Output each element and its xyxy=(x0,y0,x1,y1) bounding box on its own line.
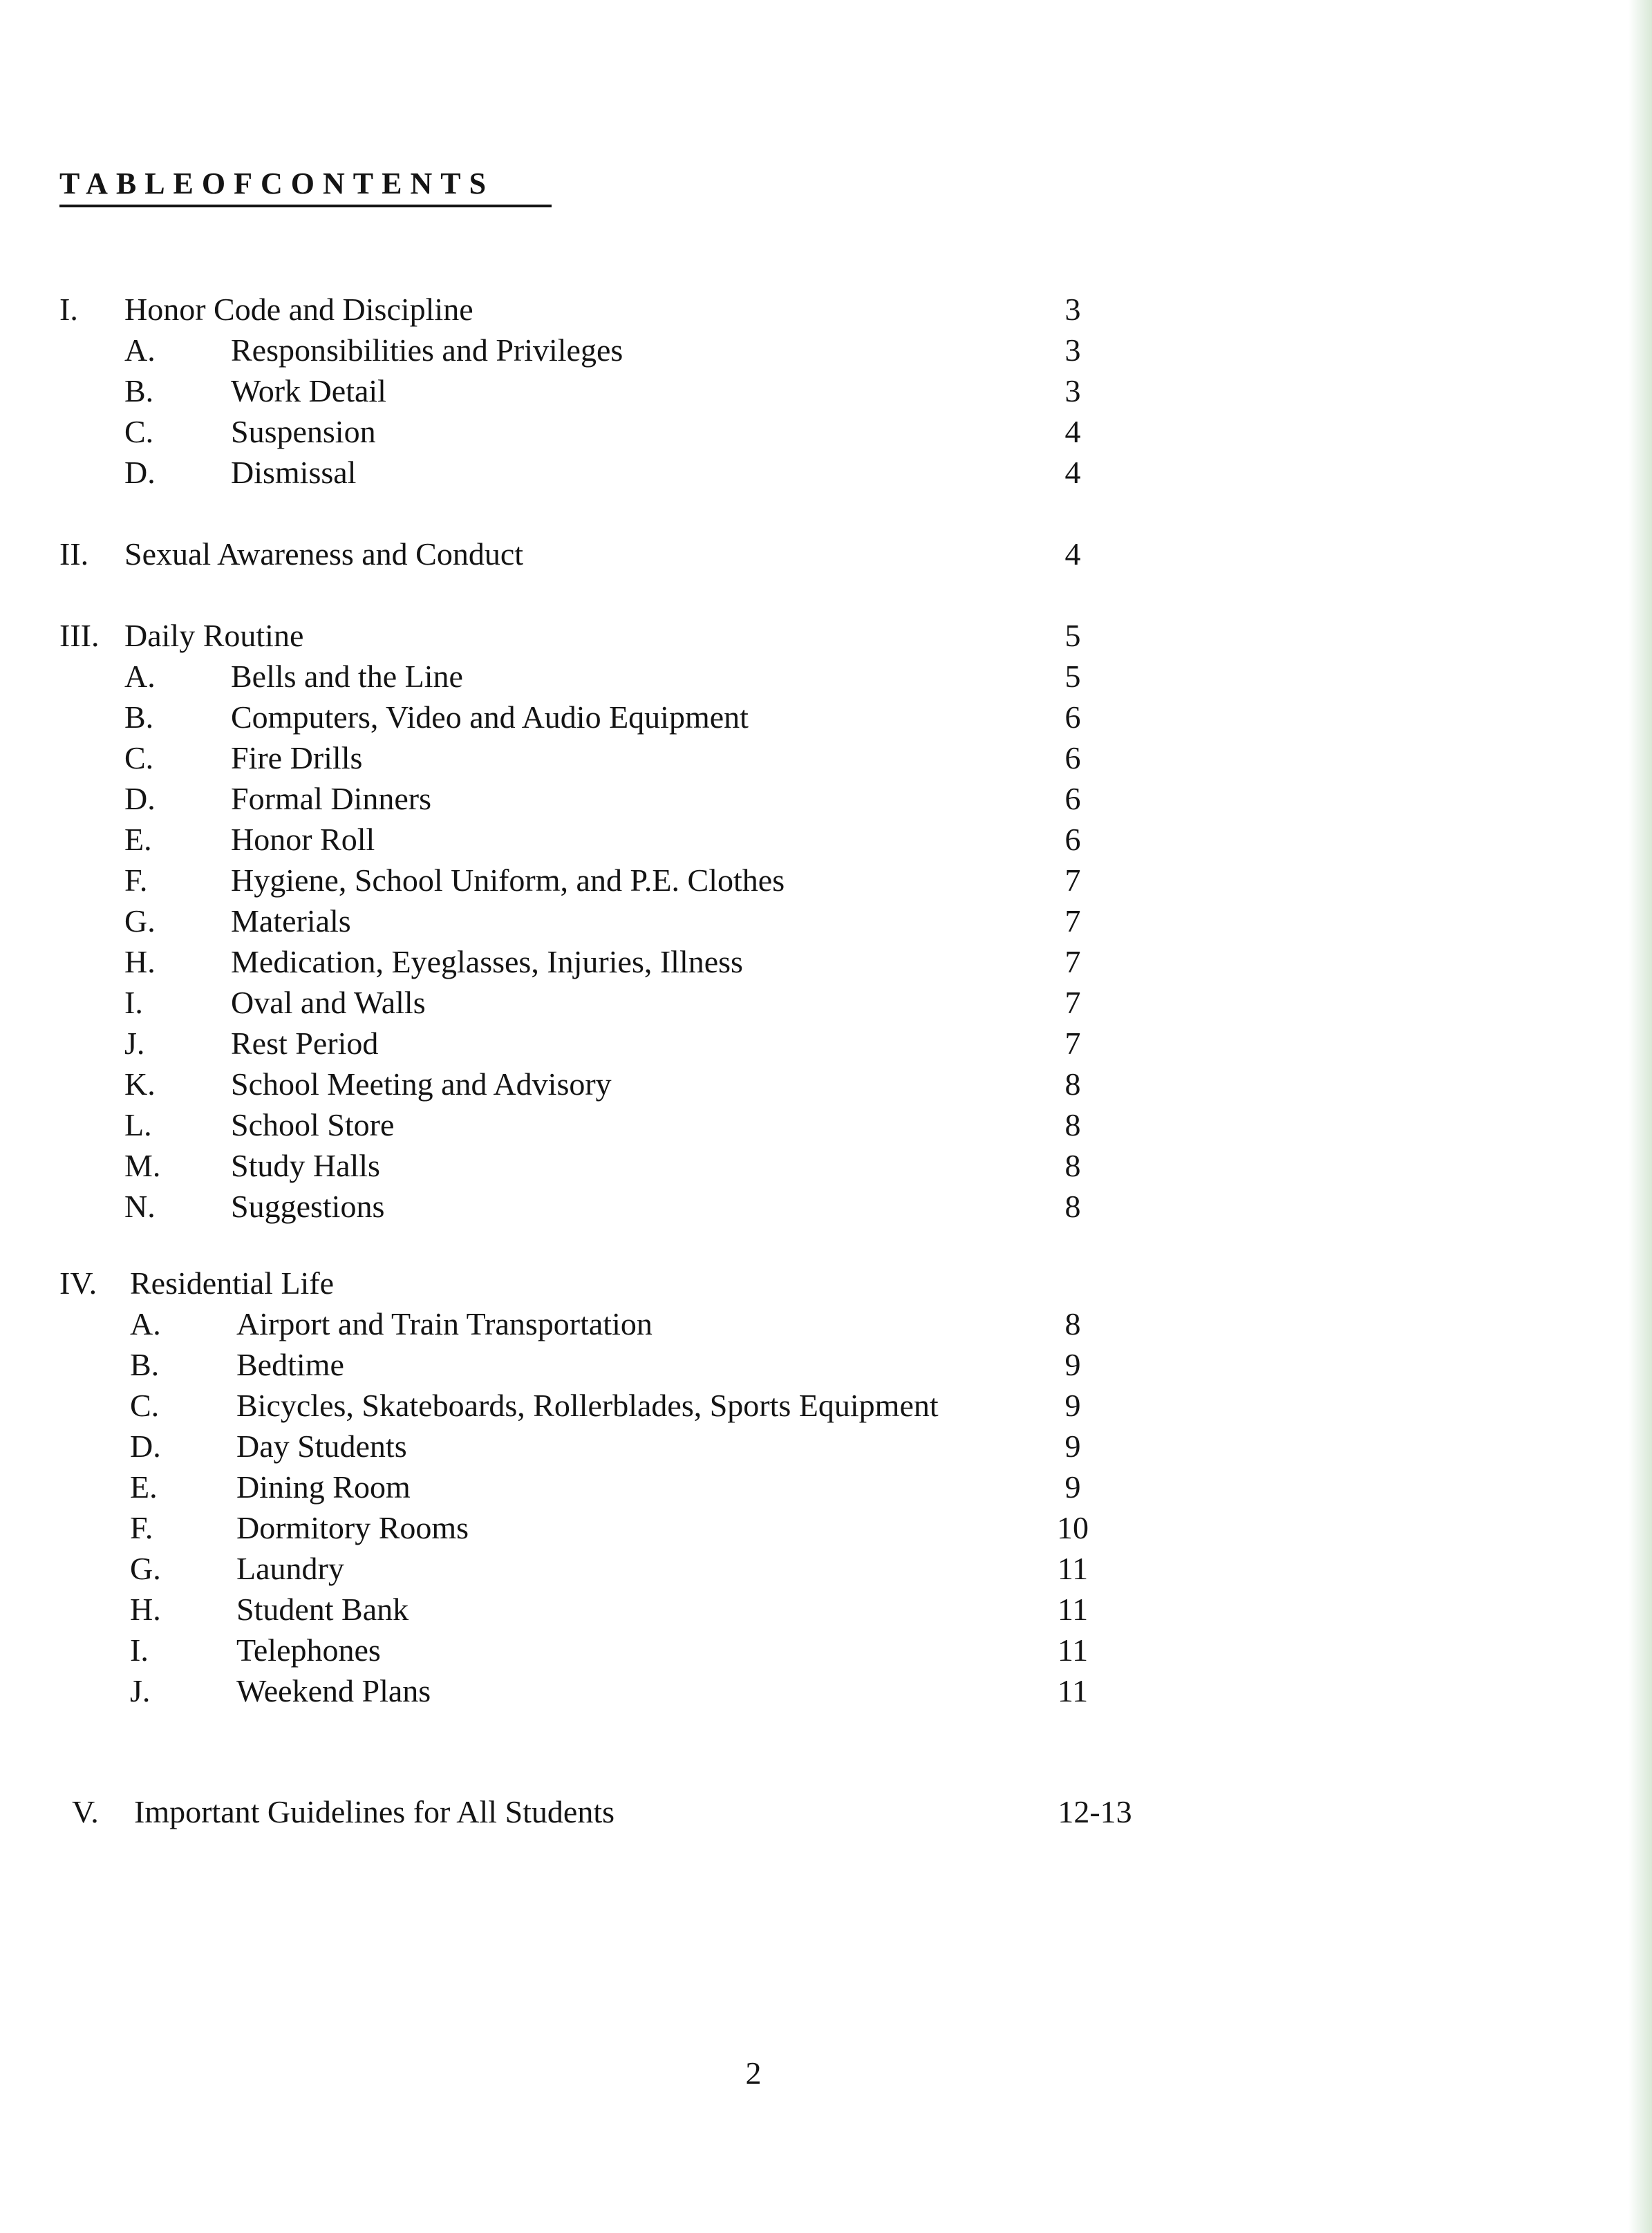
page-ref: 8 xyxy=(1064,1189,1081,1224)
page-ref: 3 xyxy=(1064,292,1081,327)
item-title: Dining Room xyxy=(236,1469,411,1505)
page-ref: 5 xyxy=(1064,659,1081,694)
item-title: School Meeting and Advisory xyxy=(231,1066,612,1102)
item-title: Medication, Eyeglasses, Injuries, Illness xyxy=(231,944,743,979)
page-ref: 12-13 xyxy=(1058,1794,1132,1829)
page-ref: 4 xyxy=(1064,414,1081,449)
page-ref: 11 xyxy=(1057,1673,1089,1708)
section-numeral: III. xyxy=(59,618,100,653)
toc-item xyxy=(0,1064,1382,1105)
item-letter: J. xyxy=(124,1026,145,1061)
page-ref: 9 xyxy=(1064,1469,1081,1505)
section-numeral: I. xyxy=(59,292,78,327)
item-letter: H. xyxy=(124,944,156,979)
page-ref: 4 xyxy=(1064,455,1081,490)
section-title: Honor Code and Discipline xyxy=(124,292,473,327)
item-title: Work Detail xyxy=(231,373,386,408)
toc-item xyxy=(0,697,1382,738)
section-title: Important Guidelines for All Students xyxy=(134,1794,615,1829)
item-letter: B. xyxy=(124,373,154,408)
item-title: Rest Period xyxy=(231,1026,379,1061)
section-title: Sexual Awareness and Conduct xyxy=(124,536,524,572)
item-title: Bells and the Line xyxy=(231,659,463,694)
item-letter: F. xyxy=(124,863,148,898)
item-letter: E. xyxy=(130,1469,158,1505)
toc-item xyxy=(0,860,1382,901)
toc-item xyxy=(0,411,1382,453)
toc-section-honor-code xyxy=(0,289,1382,330)
toc-item xyxy=(0,1104,1382,1146)
toc-item xyxy=(0,1670,1382,1712)
item-letter: M. xyxy=(124,1148,161,1183)
page-ref: 5 xyxy=(1064,618,1081,653)
toc-item xyxy=(0,1303,1382,1345)
page-ref: 6 xyxy=(1064,822,1081,857)
item-letter: A. xyxy=(124,332,156,368)
page-ref: 3 xyxy=(1064,332,1081,368)
item-title: Dormitory Rooms xyxy=(236,1510,469,1545)
item-letter: D. xyxy=(124,781,156,816)
toc-item xyxy=(0,1426,1382,1467)
item-letter: J. xyxy=(130,1673,151,1708)
item-title: Responsibilities and Privileges xyxy=(231,332,623,368)
toc-item xyxy=(0,901,1382,942)
item-letter: C. xyxy=(130,1388,160,1423)
toc-item xyxy=(0,737,1382,779)
toc-item xyxy=(0,1589,1382,1630)
page-ref: 8 xyxy=(1064,1306,1081,1341)
page-ref: 7 xyxy=(1064,903,1081,939)
item-letter: C. xyxy=(124,740,154,775)
item-title: Day Students xyxy=(236,1429,407,1464)
item-letter: D. xyxy=(124,455,156,490)
toc-item xyxy=(0,1145,1382,1187)
section-numeral: V. xyxy=(72,1794,99,1829)
item-letter: B. xyxy=(130,1347,160,1382)
section-title: Daily Routine xyxy=(124,618,304,653)
item-letter: A. xyxy=(130,1306,161,1341)
item-letter: H. xyxy=(130,1592,161,1627)
item-title: Honor Roll xyxy=(231,822,375,857)
toc-item xyxy=(0,1344,1382,1386)
item-letter: G. xyxy=(124,903,156,939)
toc-item xyxy=(0,982,1382,1024)
page-ref: 8 xyxy=(1064,1148,1081,1183)
page-ref: 6 xyxy=(1064,781,1081,816)
toc-item xyxy=(0,1467,1382,1508)
section-numeral: IV. xyxy=(59,1265,97,1301)
page-ref: 7 xyxy=(1064,1026,1081,1061)
item-letter: L. xyxy=(124,1107,152,1142)
item-title: Telephones xyxy=(236,1632,381,1668)
page-ref: 9 xyxy=(1064,1429,1081,1464)
item-title: Computers, Video and Audio Equipment xyxy=(231,699,749,735)
page-ref: 4 xyxy=(1064,536,1081,572)
toc-item xyxy=(0,452,1382,493)
item-title: Dismissal xyxy=(231,455,357,490)
scan-page-edge xyxy=(1628,0,1652,2233)
page-ref: 6 xyxy=(1064,740,1081,775)
toc-item xyxy=(0,1385,1382,1426)
toc-item xyxy=(0,941,1382,983)
item-title: Oval and Walls xyxy=(231,985,426,1020)
toc-item xyxy=(0,656,1382,697)
toc-item xyxy=(0,1507,1382,1549)
page-ref: 7 xyxy=(1064,985,1081,1020)
page-ref: 11 xyxy=(1057,1551,1089,1586)
item-title: Study Halls xyxy=(231,1148,380,1183)
page-ref: 7 xyxy=(1064,863,1081,898)
item-letter: B. xyxy=(124,699,154,735)
item-title: Suggestions xyxy=(231,1189,385,1224)
item-letter: E. xyxy=(124,822,152,857)
item-letter: K. xyxy=(124,1066,156,1102)
toc-item xyxy=(0,1023,1382,1064)
toc-section-sexual-awareness xyxy=(0,534,1382,575)
item-letter: I. xyxy=(124,985,143,1020)
page-ref: 6 xyxy=(1064,699,1081,735)
page-ref: 9 xyxy=(1064,1347,1081,1382)
toc-item xyxy=(0,370,1382,412)
toc-section-daily-routine xyxy=(0,615,1382,657)
page-ref: 9 xyxy=(1064,1388,1081,1423)
item-letter: G. xyxy=(130,1551,161,1586)
toc-item xyxy=(0,330,1382,371)
page-ref: 11 xyxy=(1057,1632,1089,1668)
item-letter: I. xyxy=(130,1632,149,1668)
page-ref: 3 xyxy=(1064,373,1081,408)
document-title: TABLEOFCONTENTS xyxy=(59,167,495,200)
item-title: School Store xyxy=(231,1107,395,1142)
toc-item xyxy=(0,1186,1382,1227)
page-ref: 10 xyxy=(1057,1510,1089,1545)
item-title: Formal Dinners xyxy=(231,781,432,816)
item-letter: A. xyxy=(124,659,156,694)
section-title: Residential Life xyxy=(130,1265,335,1301)
item-title: Fire Drills xyxy=(231,740,363,775)
item-letter: C. xyxy=(124,414,154,449)
item-title: Bedtime xyxy=(236,1347,344,1382)
title-underline xyxy=(59,205,552,207)
page-number: 2 xyxy=(745,2055,762,2091)
item-title: Airport and Train Transportation xyxy=(236,1306,653,1341)
toc-section-residential-life xyxy=(0,1263,1382,1304)
page-ref: 8 xyxy=(1064,1107,1081,1142)
item-letter: D. xyxy=(130,1429,161,1464)
section-numeral: II. xyxy=(59,536,89,572)
item-letter: F. xyxy=(130,1510,153,1545)
item-title: Weekend Plans xyxy=(236,1673,431,1708)
toc-item xyxy=(0,778,1382,820)
toc-section-important-guidelines xyxy=(0,1791,1382,1833)
item-letter: N. xyxy=(124,1189,156,1224)
item-title: Bicycles, Skateboards, Rollerblades, Sports Equipment xyxy=(236,1388,939,1423)
page-ref: 7 xyxy=(1064,944,1081,979)
page-ref: 8 xyxy=(1064,1066,1081,1102)
item-title: Student Bank xyxy=(236,1592,409,1627)
page-ref: 11 xyxy=(1057,1592,1089,1627)
toc-item xyxy=(0,819,1382,860)
item-title: Laundry xyxy=(236,1551,344,1586)
item-title: Hygiene, School Uniform, and P.E. Clothes xyxy=(231,863,785,898)
item-title: Suspension xyxy=(231,414,376,449)
toc-item xyxy=(0,1548,1382,1590)
item-title: Materials xyxy=(231,903,351,939)
toc-item xyxy=(0,1630,1382,1671)
